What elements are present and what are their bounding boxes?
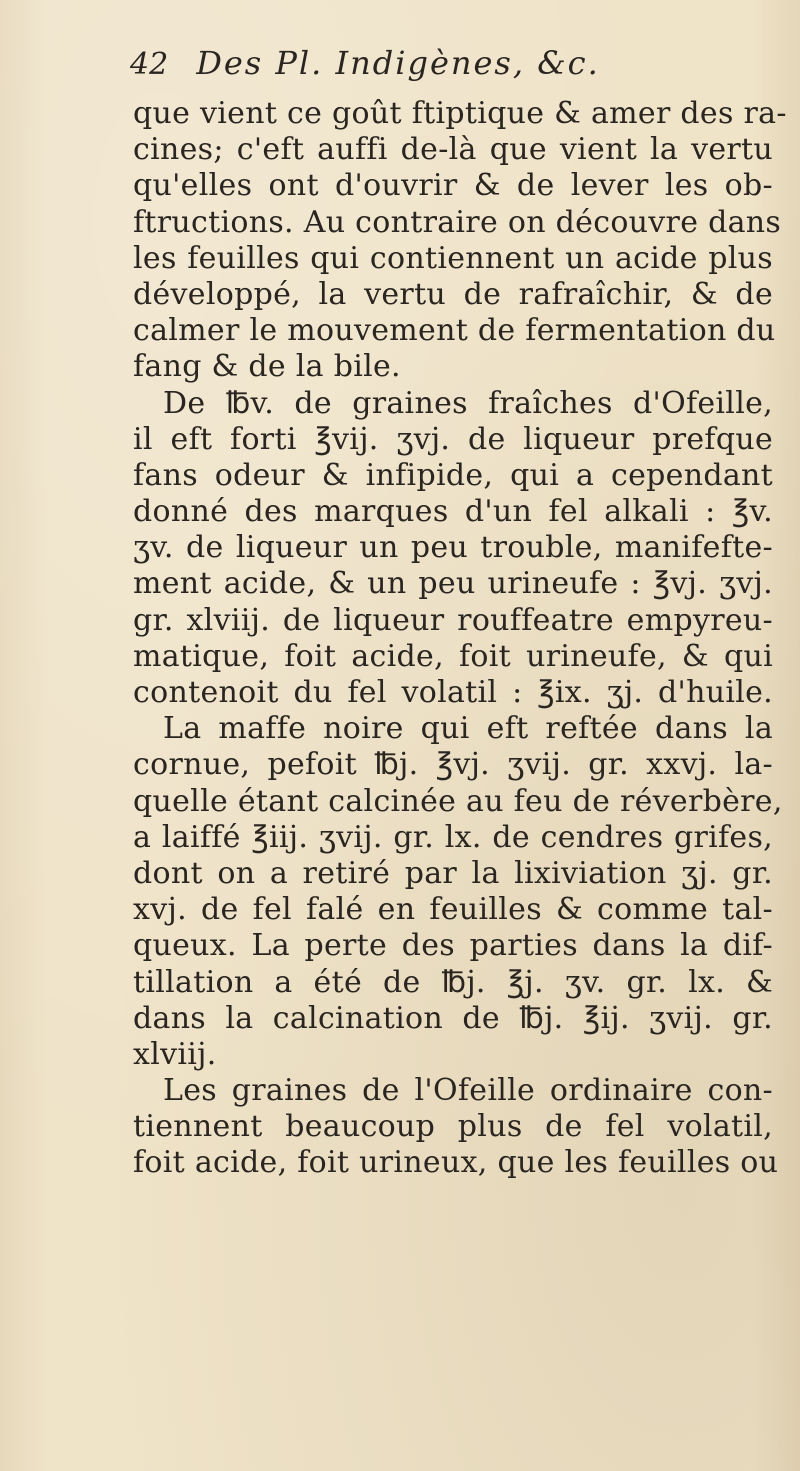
text-line: donné des marques d'un fel alkali : ℥v. [133,494,773,530]
text-line: Les graines de l'Ofeille ordinaire con- [163,1073,773,1109]
text-line: De ℔v. de graines fraîches d'Ofeille, [163,385,773,421]
text-line: quelle étant calcinée au feu de réverbère, [133,783,783,819]
text-line: que vient ce goût ftiptique & amer des ra- [133,96,787,131]
running-title: Des Pl. Indigènes, &c. [196,44,600,82]
text-line: il eft forti ℥vij. ʒvj. de liqueur prefque [133,421,773,457]
text-line: La maffe noire qui eft reftée dans la [163,711,773,747]
text-line: fang & de la bile. [133,349,401,385]
text-line: contenoit du fel volatil : ℥ix. ʒj. d'huile. [133,675,773,710]
page-number: 42 [130,47,169,82]
text-line: ʒv. de liqueur un peu trouble, manifefte- [133,530,773,566]
text-line: a laiffé ℥iij. ʒvij. gr. lx. de cendres grifes, [133,819,773,855]
text-line: développé, la vertu de rafraîchir, & de [133,276,773,312]
text-line: matique, foit acide, foit urineufe, & qui [133,638,773,674]
running-head [130,44,770,92]
text-line: calmer le mouvement de fermentation du [133,313,776,349]
text-line: les feuilles qui contiennent un acide plus [133,240,773,276]
text-line: queux. La perte des parties dans la dif- [133,928,773,964]
text-line: qu'elles ont d'ouvrir & de lever les ob- [133,168,773,204]
body-text [133,96,787,1182]
text-line: cornue, pefoit ℔j. ℥vj. ʒvij. gr. xxvj. la- [133,747,773,783]
text-line: foit acide, foit urineux, que les feuilles ou [133,1145,779,1181]
text-line: tillation a été de ℔j. ℥j. ʒv. gr. lx. & [133,964,773,1000]
text-line: gr. xlviij. de liqueur rouffeatre empyreu- [133,602,773,638]
text-line: ment acide, & un peu urineufe : ℥vj. ʒvj. [133,566,773,602]
text-line: dont on a retiré par la lixiviation ʒj. gr. [133,855,773,891]
text-line: tiennent beaucoup plus de fel volatil, [133,1109,773,1145]
text-line: fans odeur & infipide, qui a cependant [133,457,773,493]
text-line: dans la calcination de ℔j. ℥ij. ʒvij. gr. [133,1000,773,1036]
text-line: cines; c'eft auffi de-là que vient la vertu [133,132,773,168]
text-line: xlviij. [133,1036,217,1072]
text-line: xvj. de fel falé en feuilles & comme tal- [133,892,773,928]
text-line: ftructions. Au contraire on découvre dans [133,204,782,240]
